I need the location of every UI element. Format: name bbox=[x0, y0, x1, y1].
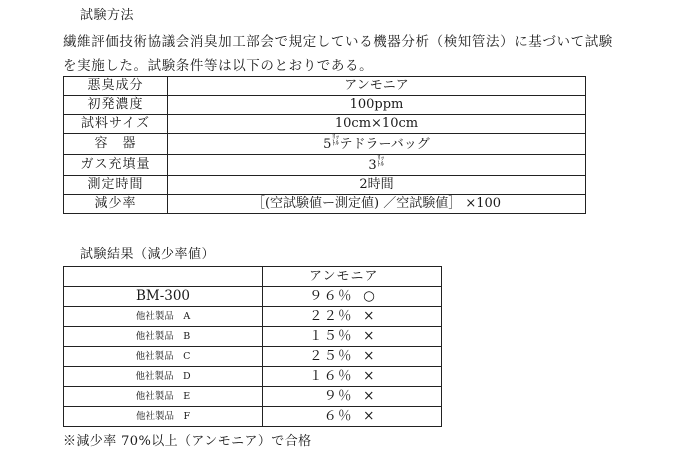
condition-label: 測定時間 bbox=[64, 176, 168, 195]
condition-value: ［(空試験値ー測定値) ／空試験値］ ×100 bbox=[168, 195, 586, 214]
condition-label: 試料サイズ bbox=[64, 115, 168, 134]
table-row bbox=[64, 387, 442, 407]
condition-value bbox=[168, 155, 586, 176]
condition-value-number: 3 bbox=[368, 158, 377, 173]
method-intro-line2: を実施した。試験条件等は以下のとおりである。 bbox=[63, 58, 374, 74]
results-header-row bbox=[64, 267, 442, 287]
condition-row bbox=[64, 115, 586, 134]
results-column-header: アンモニア bbox=[263, 267, 442, 287]
fail-cross-mark: × bbox=[363, 408, 376, 424]
condition-label: ガス充填量 bbox=[64, 155, 168, 176]
results-header-blank bbox=[64, 267, 263, 287]
table-row bbox=[64, 367, 442, 387]
condition-value: 2時間 bbox=[168, 176, 586, 195]
condition-label: 初発濃度 bbox=[64, 96, 168, 115]
fail-cross-mark: × bbox=[363, 308, 376, 324]
condition-value bbox=[168, 134, 586, 155]
reduction-percent: ２２％ bbox=[309, 308, 353, 324]
condition-row bbox=[64, 96, 586, 115]
pass-circle-mark: ○ bbox=[363, 288, 376, 304]
reduction-value bbox=[263, 367, 442, 387]
liter-unit: ﾘｯﾄﾙ bbox=[377, 154, 385, 168]
product-name: 他社製品 D bbox=[64, 367, 263, 387]
test-conditions-table bbox=[63, 76, 586, 214]
fail-cross-mark: × bbox=[363, 328, 376, 344]
product-name: BM-300 bbox=[64, 287, 263, 307]
condition-value: 10cm×10cm bbox=[168, 115, 586, 134]
condition-label: 容 器 bbox=[64, 134, 168, 155]
condition-value-text: テドラーバッグ bbox=[339, 137, 430, 152]
reduction-percent: ９％ bbox=[309, 388, 353, 404]
reduction-value bbox=[263, 307, 442, 327]
method-heading: 試験方法 bbox=[80, 8, 135, 23]
reduction-percent: １６％ bbox=[309, 368, 353, 384]
product-name: 他社製品 B bbox=[64, 327, 263, 347]
fail-cross-mark: × bbox=[363, 388, 376, 404]
table-row bbox=[64, 407, 442, 427]
table-row bbox=[64, 287, 442, 307]
condition-row bbox=[64, 155, 586, 176]
condition-value: 100ppm bbox=[168, 96, 586, 115]
method-intro-line1: 繊維評価技術協議会消臭加工部会で規定している機器分析（検知管法）に基づいて試験 bbox=[63, 34, 613, 50]
condition-value-number: 5 bbox=[323, 137, 332, 152]
fail-cross-mark: × bbox=[363, 368, 376, 384]
fail-cross-mark: × bbox=[363, 348, 376, 364]
condition-label: 減少率 bbox=[64, 195, 168, 214]
reduction-percent: １５％ bbox=[309, 328, 353, 344]
reduction-value bbox=[263, 387, 442, 407]
condition-row bbox=[64, 195, 586, 214]
results-heading: 試験結果（減少率値） bbox=[80, 247, 216, 262]
condition-value: アンモニア bbox=[168, 77, 586, 96]
liter-unit: ﾘｯﾄﾙ bbox=[331, 133, 339, 147]
reduction-percent: ６％ bbox=[309, 408, 353, 424]
product-name: 他社製品 F bbox=[64, 407, 263, 427]
condition-row bbox=[64, 134, 586, 155]
reduction-value bbox=[263, 407, 442, 427]
product-name: 他社製品 E bbox=[64, 387, 263, 407]
table-row bbox=[64, 307, 442, 327]
table-row bbox=[64, 347, 442, 367]
pass-criteria-note: ※減少率 70%以上（アンモニア）で合格 bbox=[63, 434, 312, 449]
reduction-value bbox=[263, 347, 442, 367]
reduction-value bbox=[263, 287, 442, 307]
product-name: 他社製品 A bbox=[64, 307, 263, 327]
reduction-value bbox=[263, 327, 442, 347]
results-table bbox=[63, 266, 442, 427]
product-name: 他社製品 C bbox=[64, 347, 263, 367]
condition-row bbox=[64, 176, 586, 195]
condition-row bbox=[64, 77, 586, 96]
condition-label: 悪臭成分 bbox=[64, 77, 168, 96]
reduction-percent: ９６％ bbox=[309, 288, 353, 304]
table-row bbox=[64, 327, 442, 347]
reduction-percent: ２５％ bbox=[309, 348, 353, 364]
